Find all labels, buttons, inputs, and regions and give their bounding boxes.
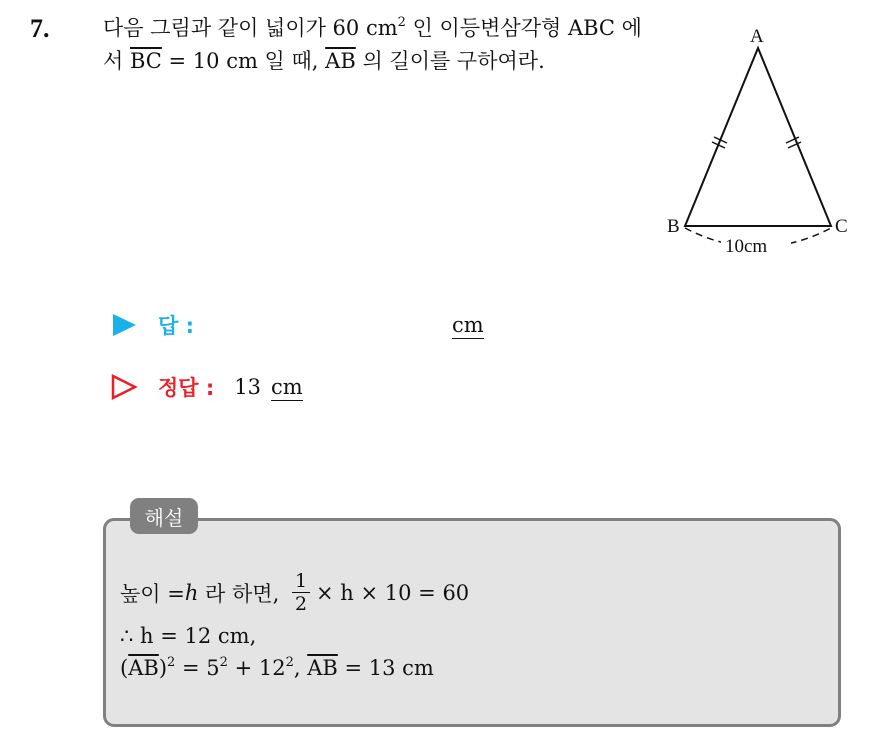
line3-open: (	[120, 656, 129, 680]
fraction-one-half	[292, 570, 310, 615]
line3-rest4: = 13 cm	[337, 656, 434, 680]
explanation-tab: 해설	[130, 498, 198, 534]
question-text-part4: 의 길이를 구하여라.	[355, 49, 545, 73]
base-length-label: 10cm	[725, 236, 768, 257]
question-text	[103, 12, 643, 78]
triangle-figure	[655, 18, 865, 273]
question-text-part2: 인 이등변삼각형 ABC 에서	[103, 16, 642, 73]
line3-segment-ab: $\overline{AB}$	[128, 656, 159, 680]
question-text-part1: 다음 그림과 같이 넓이가 60 cm	[103, 16, 398, 40]
line1-expr: × h × 10 = 60	[316, 580, 470, 605]
correct-answer-unit: cm	[271, 374, 303, 399]
correct-answer-value: 13	[234, 375, 262, 399]
answer-label: 답 :	[158, 314, 194, 338]
line3-segment-ab-2: $\overline{AB}$	[307, 656, 338, 680]
line3-close: )	[158, 656, 168, 680]
line1-prefix: 높이 =	[120, 581, 185, 606]
correct-answer-row	[110, 372, 303, 402]
vertex-a-label: A	[750, 26, 764, 47]
answer-blank-unit[interactable]: cm	[452, 313, 484, 337]
filled-triangle-icon	[110, 311, 138, 339]
line3-rest2: + 12	[227, 656, 286, 680]
line1-mid: 라 하면,	[198, 581, 286, 606]
question-text-part3: = 10 cm 일 때,	[161, 49, 326, 73]
line3-sup3: 2	[285, 655, 294, 670]
line3-rest1: = 5	[175, 656, 220, 680]
triangle-abc	[685, 48, 831, 226]
answer-row	[110, 310, 194, 340]
vertex-c-label: C	[835, 216, 848, 237]
segment-bc: $\overline{BC}$	[129, 49, 162, 73]
line3-sup2: 2	[219, 655, 228, 670]
line3-rest3: ,	[293, 656, 308, 680]
fraction-numerator: 1	[292, 570, 310, 593]
correct-answer-label: 정답 :	[158, 376, 215, 400]
outline-triangle-icon	[110, 373, 138, 401]
line1-h: h	[184, 580, 199, 605]
explanation-line-2: ∴ h = 12 cm,	[120, 624, 257, 648]
segment-ab: $\overline{AB}$	[325, 49, 356, 73]
fraction-denominator: 2	[294, 593, 308, 615]
vertex-b-label: B	[667, 216, 680, 237]
explanation-line-3	[120, 656, 434, 680]
explanation-box	[103, 518, 841, 727]
question-number: 7.	[30, 14, 50, 43]
explanation-line-1	[120, 570, 469, 615]
question-superscript: 2	[397, 15, 406, 30]
line3-sup: 2	[167, 655, 176, 670]
